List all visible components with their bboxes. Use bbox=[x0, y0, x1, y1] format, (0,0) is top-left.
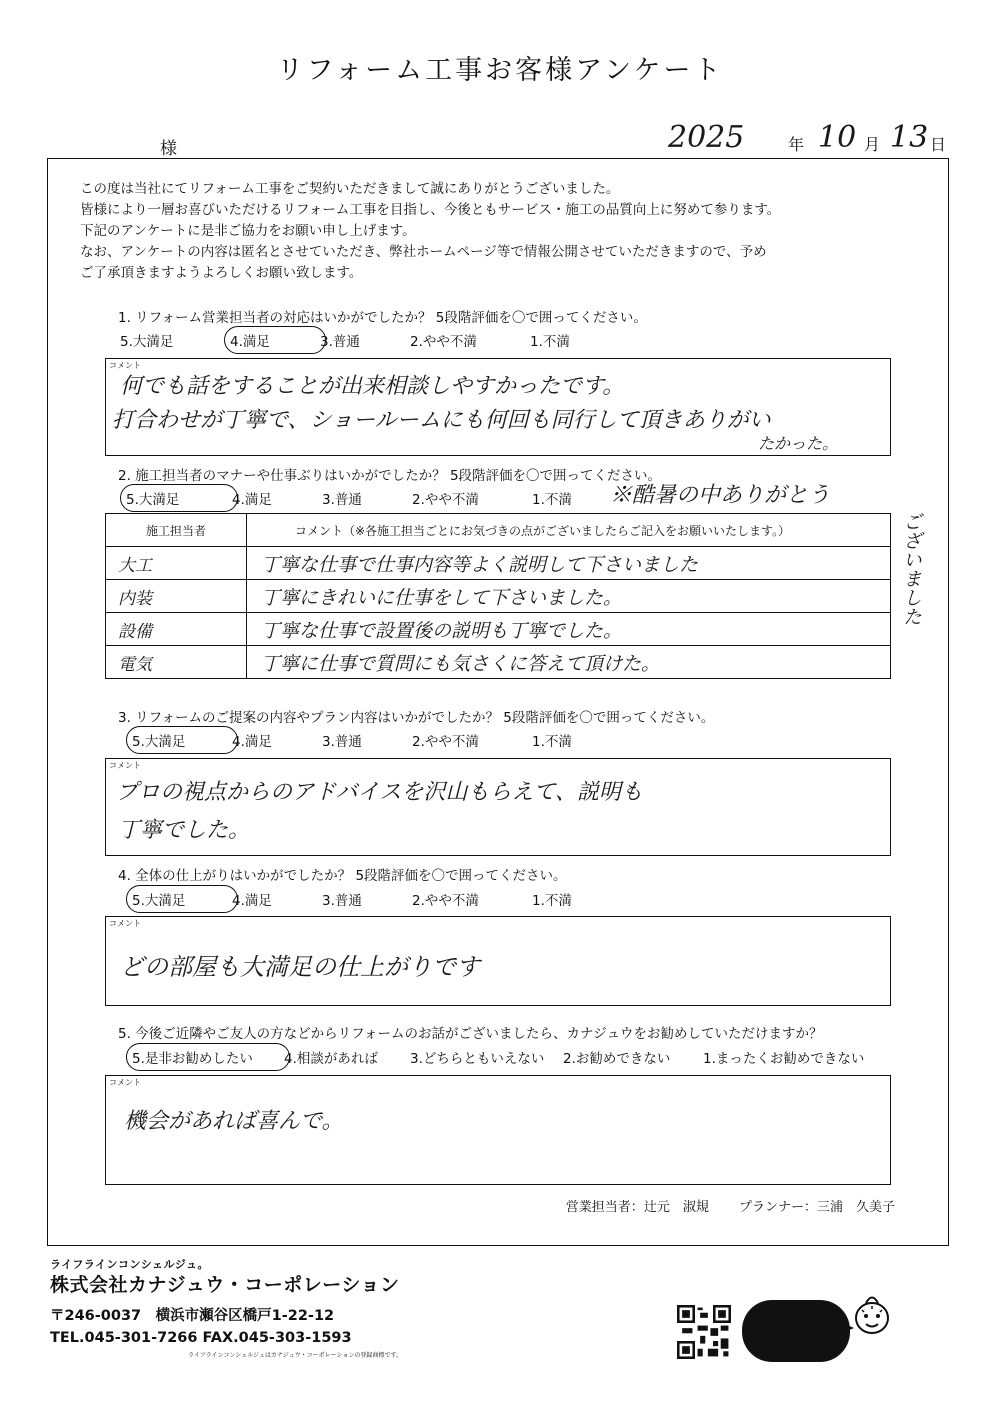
company-tagline: ライフラインコンシェルジュ。 bbox=[50, 1258, 210, 1271]
q5-options bbox=[118, 1047, 864, 1067]
speech-bubble-icon bbox=[742, 1300, 850, 1362]
q3-options bbox=[118, 730, 572, 750]
q1-option-3[interactable]: 3.普通 bbox=[320, 334, 360, 350]
q1-option-5[interactable]: 5.大満足 bbox=[120, 334, 174, 350]
question-4: 4. 全体の仕上がりはいかがでしたか？ 5段階評価を〇で囲ってください。 bbox=[118, 868, 567, 884]
comment-label: コメント bbox=[109, 761, 141, 770]
staff-table-header-comment: コメント（※各施工担当ごとにお気づきの点がございましたらご記入をお願いいたします。） bbox=[247, 514, 891, 547]
q1-option-2[interactable]: 2.やや不満 bbox=[410, 334, 477, 350]
q1-comment-line: 何でも話をすることが出来相談しやすかったです。 bbox=[120, 374, 625, 399]
q1-comment-line: たかった。 bbox=[758, 434, 839, 453]
q4-option-5[interactable]: 5.大満足 bbox=[132, 889, 232, 909]
staff-comment[interactable]: 丁寧な仕事で設置後の説明も丁寧でした。 bbox=[247, 613, 891, 646]
trademark-note: ライフラインコンシェルジュはカナジュウ・コーポレーションの登録商標です。 bbox=[188, 1352, 402, 1359]
q2-side-note-vertical: ございました bbox=[900, 512, 922, 626]
staff-role: 電気 bbox=[106, 646, 247, 679]
q3-option-2[interactable]: 2.やや不満 bbox=[412, 734, 479, 750]
company-address: 〒246-0037 横浜市瀬谷区橋戸1-22-12 bbox=[50, 1308, 335, 1324]
table-row bbox=[106, 613, 891, 646]
q4-comment-box[interactable] bbox=[105, 916, 891, 1006]
intro-line: なお、アンケートの内容は匿名とさせていただき、弊社ホームページ等で情報公開させていただきますので、予め bbox=[80, 244, 767, 260]
qr-code-icon[interactable] bbox=[677, 1305, 731, 1359]
q2-option-1[interactable]: 1.不満 bbox=[532, 492, 572, 508]
intro-line: ご了承頂きますようよろしくお願い致します。 bbox=[80, 265, 363, 281]
q3-comment-line: プロの視点からのアドバイスを沢山もらえて、説明も bbox=[116, 780, 643, 805]
q5-option-2[interactable]: 2.お勧めできない bbox=[563, 1051, 671, 1067]
table-row bbox=[106, 580, 891, 613]
q2-side-note: ※酷暑の中ありがとう bbox=[610, 483, 831, 508]
q2-option-4[interactable]: 4.満足 bbox=[232, 492, 272, 508]
q5-comment-box[interactable] bbox=[105, 1075, 891, 1185]
staff-credits bbox=[566, 1196, 895, 1215]
q4-options bbox=[118, 889, 572, 909]
q2-options bbox=[118, 488, 572, 508]
q1-comment-box[interactable] bbox=[105, 358, 891, 456]
table-row bbox=[106, 646, 891, 679]
date-day-unit: 日 bbox=[930, 135, 947, 154]
staff-table-header bbox=[106, 514, 891, 547]
date-day: 13 bbox=[890, 120, 929, 155]
date-month-unit: 月 bbox=[864, 135, 881, 154]
q2-option-2[interactable]: 2.やや不満 bbox=[412, 492, 479, 508]
date-year: 2025 bbox=[668, 120, 745, 155]
customer-honorific: 様 bbox=[160, 139, 177, 159]
company-name: 株式会社カナジュウ・コーポレーション bbox=[50, 1274, 400, 1296]
intro-line: 皆様により一層お喜びいただけるリフォーム工事を目指し、今後ともサービス・施工の品質向上に努めて参ります。 bbox=[80, 202, 781, 218]
q5-option-1[interactable]: 1.まったくお勧めできない bbox=[703, 1051, 865, 1067]
q3-comment-line: 丁寧でした。 bbox=[118, 818, 251, 843]
q1-option-1[interactable]: 1.不満 bbox=[530, 334, 570, 350]
company-contact bbox=[50, 1305, 352, 1349]
staff-comment[interactable]: 丁寧な仕事で仕事内容等よく説明して下さいました bbox=[247, 547, 891, 580]
mascot-icon bbox=[852, 1288, 892, 1336]
date-month: 10 bbox=[818, 120, 857, 155]
staff-role: 大工 bbox=[106, 547, 247, 580]
q5-option-5[interactable]: 5.是非お勧めしたい bbox=[132, 1047, 284, 1067]
question-2: 2. 施工担当者のマナーや仕事ぶりはいかがでしたか？ 5段階評価を〇で囲ってください。 bbox=[118, 468, 662, 484]
staff-comment[interactable]: 丁寧にきれいに仕事をして下さいました。 bbox=[247, 580, 891, 613]
sales-label: 営業担当者： bbox=[565, 1200, 644, 1215]
q4-comment-line: どの部屋も大満足の仕上がりです bbox=[120, 953, 480, 981]
intro-line: この度は当社にてリフォーム工事をご契約いただきまして誠にありがとうございました。 bbox=[80, 181, 620, 197]
sales-name: 辻元 淑規 bbox=[643, 1200, 709, 1215]
staff-role: 内装 bbox=[106, 580, 247, 613]
planner-label: プランナー： bbox=[738, 1200, 817, 1215]
question-1: 1. リフォーム営業担当者の対応はいかがでしたか？ 5段階評価を〇で囲ってください。 bbox=[118, 310, 647, 326]
company-phone: TEL.045-301-7266 FAX.045-303-1593 bbox=[50, 1330, 352, 1346]
q3-option-1[interactable]: 1.不満 bbox=[532, 734, 572, 750]
q4-option-3[interactable]: 3.普通 bbox=[322, 893, 362, 909]
staff-role: 設備 bbox=[106, 613, 247, 646]
planner-name: 三浦 久美子 bbox=[816, 1200, 895, 1215]
q2-option-5[interactable]: 5.大満足 bbox=[126, 488, 232, 508]
staff-table-header-role: 施工担当者 bbox=[106, 514, 247, 547]
q1-option-4[interactable]: 4.満足 bbox=[230, 330, 320, 350]
staff-table bbox=[105, 513, 891, 679]
q5-option-4[interactable]: 4.相談があれば bbox=[284, 1051, 378, 1067]
q5-option-3[interactable]: 3.どちらともいえない bbox=[410, 1051, 545, 1067]
q4-option-1[interactable]: 1.不満 bbox=[532, 893, 572, 909]
staff-comment[interactable]: 丁寧に仕事で質問にも気さくに答えて頂けた。 bbox=[247, 646, 891, 679]
comment-label: コメント bbox=[109, 361, 141, 370]
question-5: 5. 今後ご近隣やご友人の方などからリフォームのお話がございましたら、カナジュウをお勧めしていただけますか？ bbox=[118, 1026, 823, 1042]
question-3: 3. リフォームのご提案の内容やプラン内容はいかがでしたか？ 5段階評価を〇で囲ってください。 bbox=[118, 710, 715, 726]
q4-option-4[interactable]: 4.満足 bbox=[232, 893, 272, 909]
q5-comment-line: 機会があれば喜んで。 bbox=[124, 1109, 344, 1134]
date-year-unit: 年 bbox=[788, 135, 805, 154]
q3-option-5[interactable]: 5.大満足 bbox=[132, 730, 232, 750]
q3-comment-box[interactable] bbox=[105, 758, 891, 856]
q2-option-3[interactable]: 3.普通 bbox=[322, 492, 362, 508]
intro-text bbox=[80, 179, 930, 284]
intro-line: 下記のアンケートに是非ご協力をお願い申し上げます。 bbox=[80, 223, 416, 239]
table-row bbox=[106, 547, 891, 580]
q1-comment-line: 打合わせが丁寧で、ショールームにも何回も同行して頂きありがい bbox=[112, 408, 771, 433]
q3-option-3[interactable]: 3.普通 bbox=[322, 734, 362, 750]
q4-option-2[interactable]: 2.やや不満 bbox=[412, 893, 479, 909]
page-title: リフォーム工事お客様アンケート bbox=[276, 55, 724, 86]
q3-option-4[interactable]: 4.満足 bbox=[232, 734, 272, 750]
comment-label: コメント bbox=[109, 1078, 141, 1087]
q1-options bbox=[118, 330, 570, 350]
comment-label: コメント bbox=[109, 919, 141, 928]
